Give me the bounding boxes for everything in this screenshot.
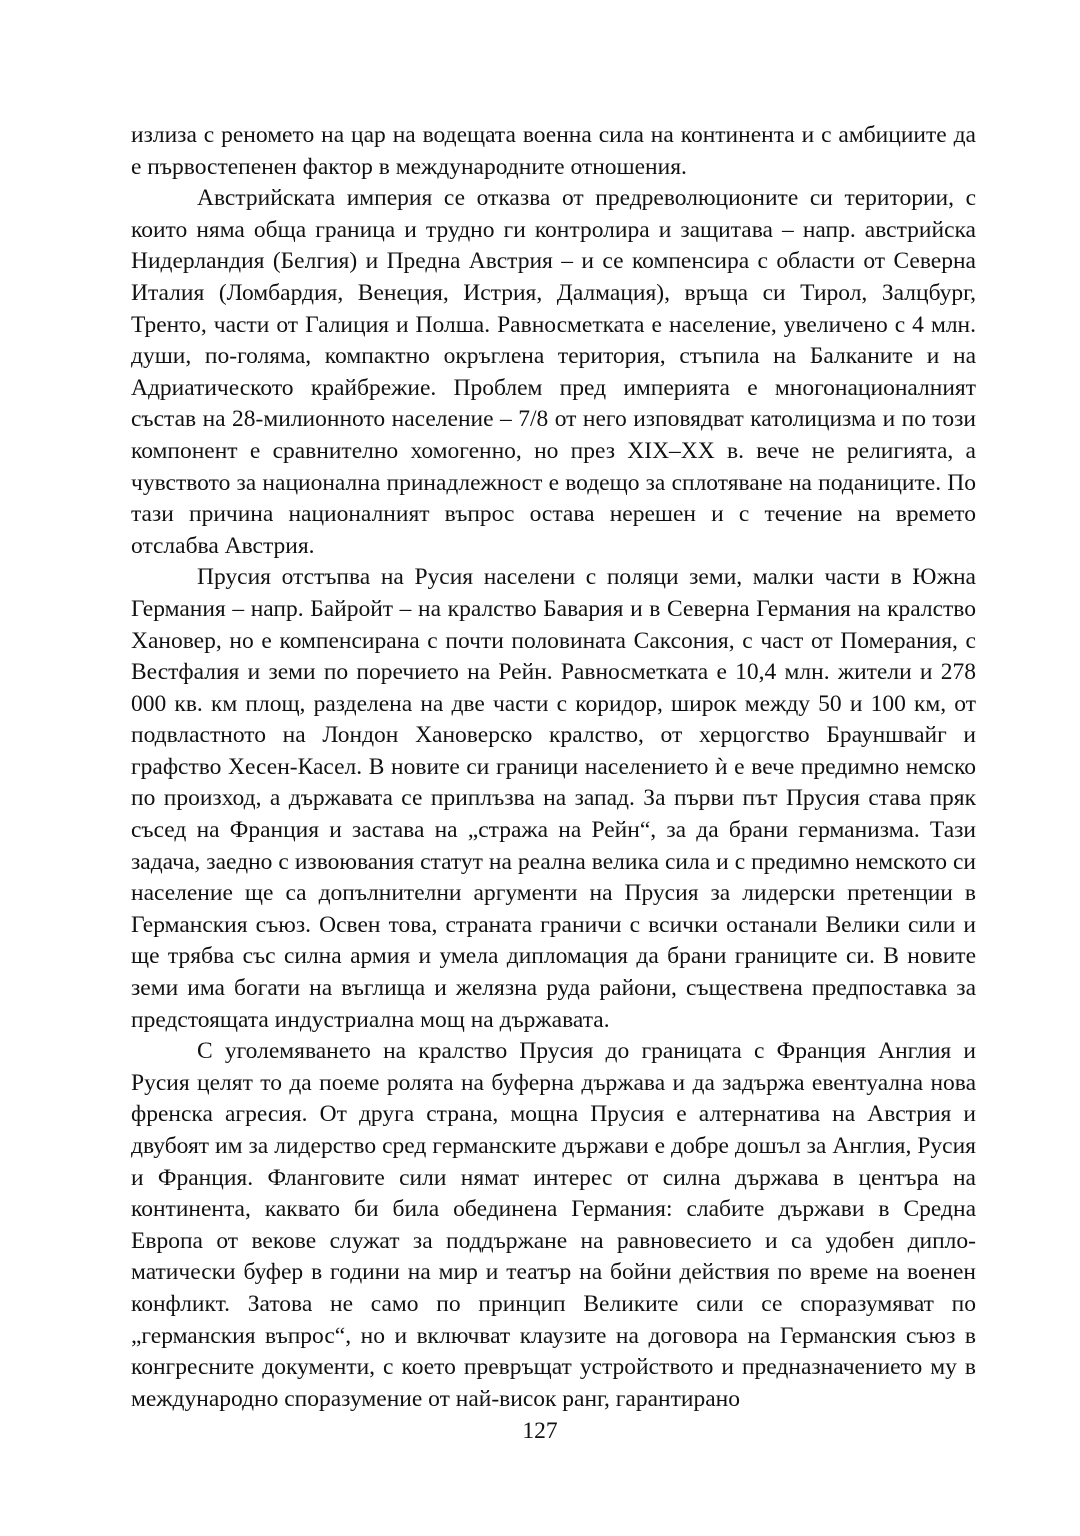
page-number: 127 (522, 1418, 558, 1444)
page-body (131, 120, 976, 1415)
paragraph-1: излиза с реномето на цар на водещата военна сила на континента и с амбициите да е първостепенен фактор в международните отношения. (131, 122, 976, 180)
paragraph-2: Австрийската империя се отказва от предреволюционите си територии, с които няма обща граница и трудно ги контролира и защитава – напр. австрийска Нидерландия (Белгия) и Предна Австрия – и се компенсира с области от Северна Италия (Ломбардия, Венеция, Истрия, Далмация), връща си Тирол, Залцбург, Тренто, части от Галиция и Полша. Равносметката е население, увеличено с 4 млн. души, по-голяма, компактно окръглена територия, стъпила на Балканите и на Адриатическото крайбрежие. Проблем пред империята е многонационалният състав на 28-милионното население – 7/8 от него изповядват католицизма и по този компонент е сравнително хомогенно, но през XIX–XX в. вече не религията, а чувството за национална принадлежност е водещо за сплотяване на поданиците. По тази причина националният въпрос остава нерешен и с течение на времето отслабва Австрия. (131, 185, 976, 559)
paragraph-3: Прусия отстъпва на Русия населени с поляци земи, малки части в Южна Германия – напр. Байройт – на кралство Бавария и в Северна Германия на кралство Хановер, но е компенсирана с почти половината Саксония, с част от Померания, с Вестфалия и земи по поречието на Рейн. Равносметката е 10,4 млн. жители и 278 000 кв. км площ, разделена на две части с коридор, широк между 50 и 100 км, от подвластното на Лондон Хановерско кралство, от херцогство Брауншвайг и графство Хесен-Касел. В новите си граници населението ѝ е вече предимно немско по произход, а държавата се приплъзва на запад. За първи път Прусия става пряк съсед на Франция и застава на „стража на Рейн“, за да брани германизма. Тази задача, заедно с извоювания статут на реална велика сила и с предимно немското си население ще са допълнителни аргументи на Прусия за лидерски претенции в Германския съюз. Освен това, страната граничи с всички останали Велики сили и ще трябва със силна армия и умела дипломация да брани границите си. В новите земи има богати на въглища и желязна руда райони, съществена предпоставка за предстоящата индустриална мощ на държавата. (131, 564, 976, 1033)
paragraph-4: С уголемяването на кралство Прусия до границата с Франция Англия и Русия целят то да поеме ролята на буферна държава и да задържа евентуална нова френска агресия. От друга страна, мощна Прусия е алтернатива на Австрия и двубоят им за лидерство сред германските държави е добре дошъл за Англия, Русия и Франция. Фланговите сили нямат интерес от силна държава в центъра на континента, каквато би била обединена Германия: слабите държави в Средна Европа от векове служат за поддържане на равновесието и са удобен дипломатически буфер в години на мир и театър на бойни действия по време на военен конфликт. Затова не само по принцип Великите сили се споразумяват по „германския въпрос“, но и включват клаузите на договора на Германския съюз в конгресните документи, с което превръщат устройството и предназначението му в международно споразумение от най-висок ранг, гарантирано (131, 1038, 976, 1412)
